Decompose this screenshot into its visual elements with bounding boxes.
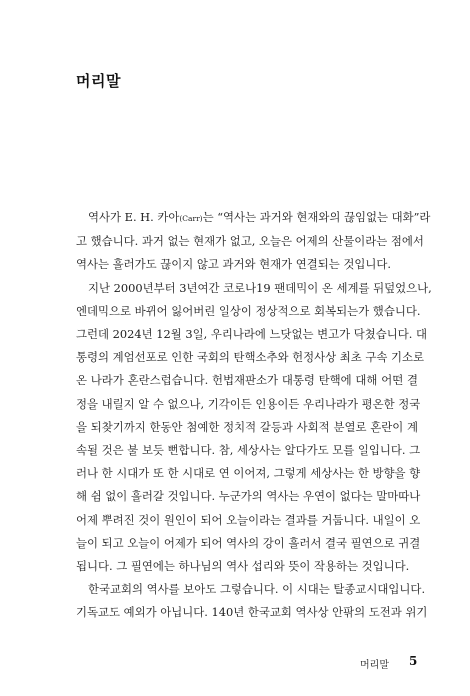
text-line-5: 엔데믹으로 바뀌어 잃어버린 일상이 정상적으로 회복되는가 했습니다. xyxy=(76,303,421,318)
text-line-1-small: (Carr) xyxy=(179,214,203,223)
text-line-18: 기독교도 예외가 아닙니다. 140년 한국교회 역사상 안팎의 도전과 위기 xyxy=(76,605,428,620)
text-line-6: 그런데 2024년 12월 3일, 우리나라에 느닷없는 변고가 닥쳤습니다. 대 xyxy=(76,327,428,342)
body-text xyxy=(76,206,432,625)
page-number: 5 xyxy=(409,654,418,668)
text-line-2: 고 했습니다. 과거 없는 현재가 없고, 오늘은 어제의 산물이라는 점에서 xyxy=(76,234,424,249)
text-line-7: 통령의 계엄선포로 인한 국회의 탄핵소추와 헌정사상 최초 구속 기소로 xyxy=(76,350,425,365)
text-line-4: 지난 2000년부터 3년여간 코로나19 팬데믹이 온 세계를 뒤덮었으나, xyxy=(88,280,432,295)
text-line-16: 됩니다. 그 필연에는 하나님의 역사 섭리와 뜻이 작용하는 것입니다. xyxy=(76,559,410,574)
text-line-13: 해 쉼 없이 흘러갈 것입니다. 누군가의 역사는 우연이 없다는 말마따나 xyxy=(76,489,421,504)
text-line-17: 한국교회의 역사를 보아도 그렇습니다. 이 시대는 탈종교시대입니다. xyxy=(88,582,426,597)
text-line-12: 러나 한 시대가 또 한 시대로 연 이어져, 그렇게 세상사는 한 방향을 향 xyxy=(76,466,421,481)
text-line-11: 속될 것은 불 보듯 뻔합니다. 참, 세상사는 알다가도 모를 일입니다. 그 xyxy=(76,443,421,458)
text-line-14: 어제 뿌려진 것이 원인이 되어 오늘이라는 결과를 거둡니다. 내일이 오 xyxy=(76,512,421,527)
text-line-9: 정을 내릴지 알 수 없으나, 기각이든 인용이든 우리나라가 평온한 정국 xyxy=(76,396,421,411)
text-line-3: 역사는 흘러가도 끊이지 않고 과거와 현재가 연결되는 것입니다. xyxy=(76,257,392,272)
text-line-10: 을 되찾기까지 한동안 첨예한 정치적 갈등과 사회적 분열로 혼란이 계 xyxy=(76,419,418,434)
running-footer-label: 머리말 xyxy=(360,660,389,671)
text-line-8: 온 나라가 혼란스럽습니다. 헌법재판소가 대통령 탄핵에 대해 어떤 결 xyxy=(76,373,418,388)
text-line-1: 역사가 E. H. 카아(Carr)는 “역사는 과거와 현재와의 끊임없는 대화”라 xyxy=(88,210,431,224)
page-heading: 머리말 xyxy=(76,72,121,90)
text-line-15: 늘이 되고 오늘이 어제가 되어 역사의 강이 흘러서 결국 필연으로 귀결 xyxy=(76,535,421,550)
